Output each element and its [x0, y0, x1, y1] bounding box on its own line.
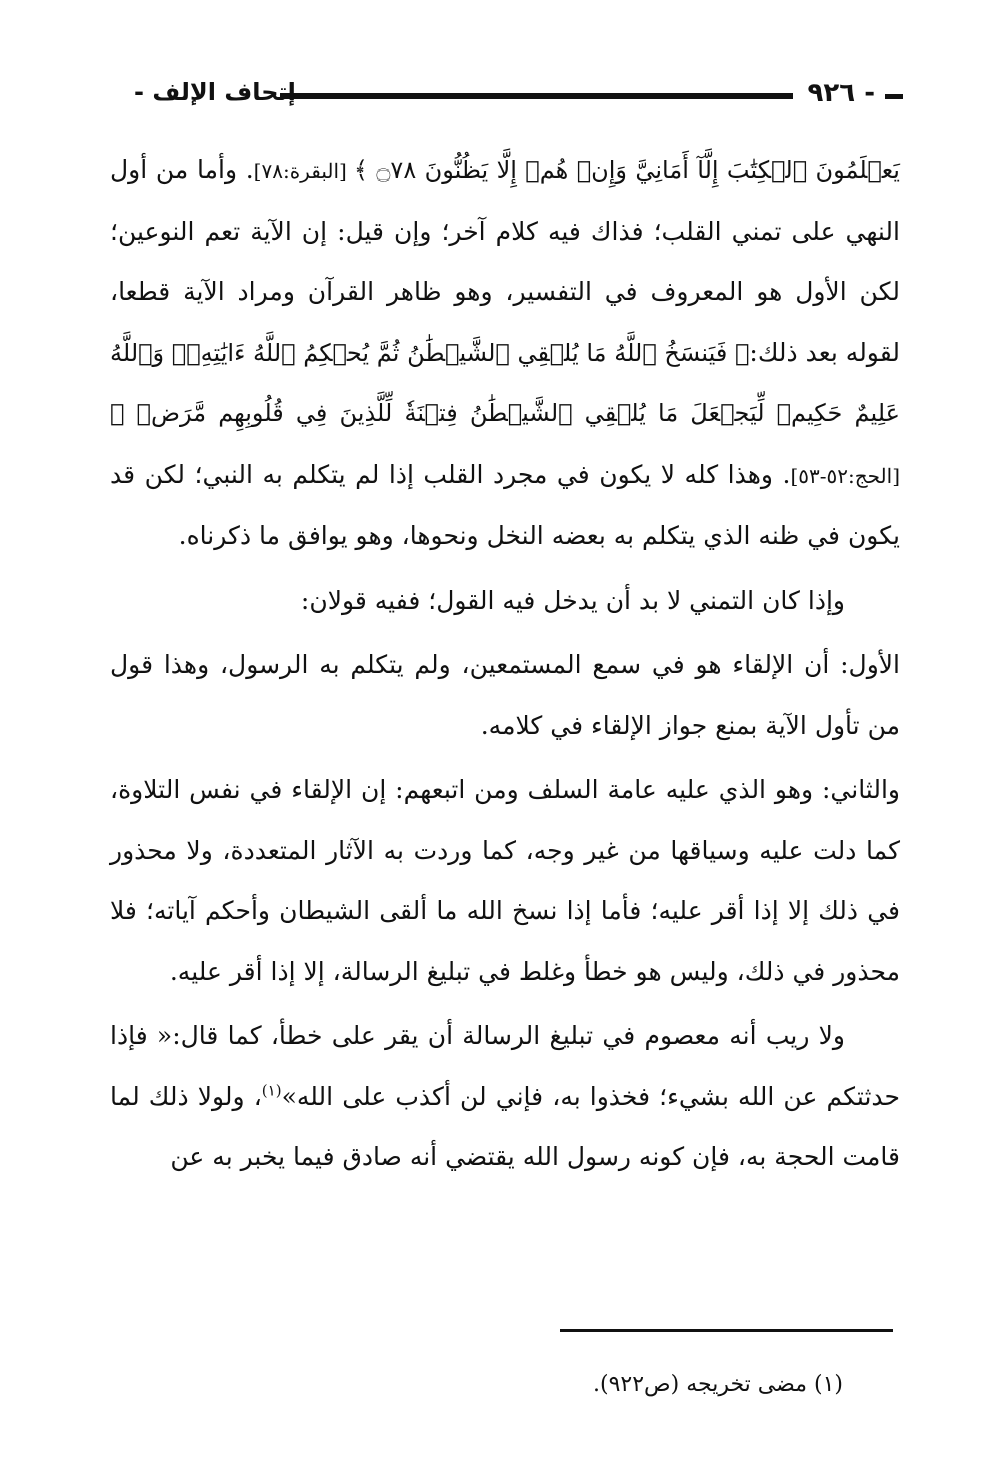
- paragraph-2: وإذا كان التمني لا بد أن يدخل فيه القول؛ ففيه قولان:: [300, 585, 845, 615]
- book-title: إتحاف الإلف -: [134, 78, 296, 106]
- header-dash-right: [885, 94, 903, 99]
- citation-hajj: [الحج:٥٢-٥٣]: [790, 463, 900, 488]
- quran-quote-baqarah: يَعۡلَمُونَ ٱلۡكِتَٰبَ إِلَّآ أَمَانِيَّ وَإِنۡ هُمۡ إِلَّا يَظُنُّونَ ۝٧٨ ﴾: [353, 156, 900, 184]
- footnote-marker[interactable]: (١): [261, 1081, 282, 1100]
- paragraph-5-text-b: ، ولولا ذلك لما قامت الحجة به، فإن كونه رسول الله يقتضي أنه صادق فيما يخبر به عن: [110, 1081, 900, 1171]
- paragraph-3: الأول: أن الإلقاء هو في سمع المستمعين، ولم يتكلم به الرسول، وهذا قول من تأول الآية بمنع جواز الإلقاء في كلامه.: [110, 650, 900, 740]
- page-number: - ٩٢٦: [807, 78, 875, 108]
- paragraph-1: [110, 140, 900, 567]
- paragraph-5: [110, 1006, 900, 1188]
- page-header: [110, 76, 903, 116]
- paragraph-4: والثاني: وهو الذي عليه عامة السلف ومن اتبعهم: إن الإلقاء في نفس التلاوة، كما دلت عليه وسياقها من غير وجه، كما وردت به الآثار المتعددة، ولا محذور في ذلك إلا إذا أقر عليه؛ فأما إذا نسخ الله ما ألقى الشيطان وأحكم آياته؛ فلا محذور في ذلك، وليس هو خطأ وغلط في تبليغ الرسالة، إلا إذا أقر عليه.: [110, 775, 900, 986]
- citation-baqarah: [البقرة:٧٨]: [253, 159, 354, 183]
- quran-quote-hajj: ﴿ فَيَنسَخُ ٱللَّهُ مَا يُلۡقِي ٱلشَّيۡطَٰنُ ثُمَّ يُحۡكِمُ ٱللَّهُ ءَايَٰتِهِۦۗ وَٱللَّهُ عَلِيمٌ حَكِيمٞ لِّيَجۡعَلَ مَا يُلۡقِي ٱلشَّيۡطَٰنُ فِتۡنَةٗ لِّلَّذِينَ فِي قُلُوبِهِم مَّرَضٞ ﴾: [110, 338, 900, 427]
- paragraph-5-text-a: ولا ريب أنه معصوم في تبليغ الرسالة أن يقر على خطأ، كما قال:« فإذا حدثتكم عن الله بشيء؛ فخذوا به، فإني لن أكذب على الله»: [110, 1021, 900, 1111]
- footnote: (١) مضى تخريجه (ص٩٢٢).: [593, 1372, 843, 1397]
- footnote-separator: [560, 1329, 893, 1332]
- paragraph-1-text-b: . وهذا كله لا يكون في مجرد القلب إذا لم يتكلم به النبي؛ لكن قد يكون في ظنه الذي يتكلم به بعضه النخل ونحوها، وهو يوافق ما ذكرناه.: [110, 459, 900, 550]
- main-text: [110, 140, 900, 1188]
- header-rule: [280, 93, 793, 99]
- paragraph-1-text-a: . وأما من أول النهي على تمني القلب؛ فذاك فيه كلام آخر؛ وإن قيل: إن الآية تعم النوعين؛ لكن الأول هو المعروف في التفسير، وهو ظاهر القرآن ومراد الآية قطعا، لقوله بعد ذلك:: [110, 155, 900, 367]
